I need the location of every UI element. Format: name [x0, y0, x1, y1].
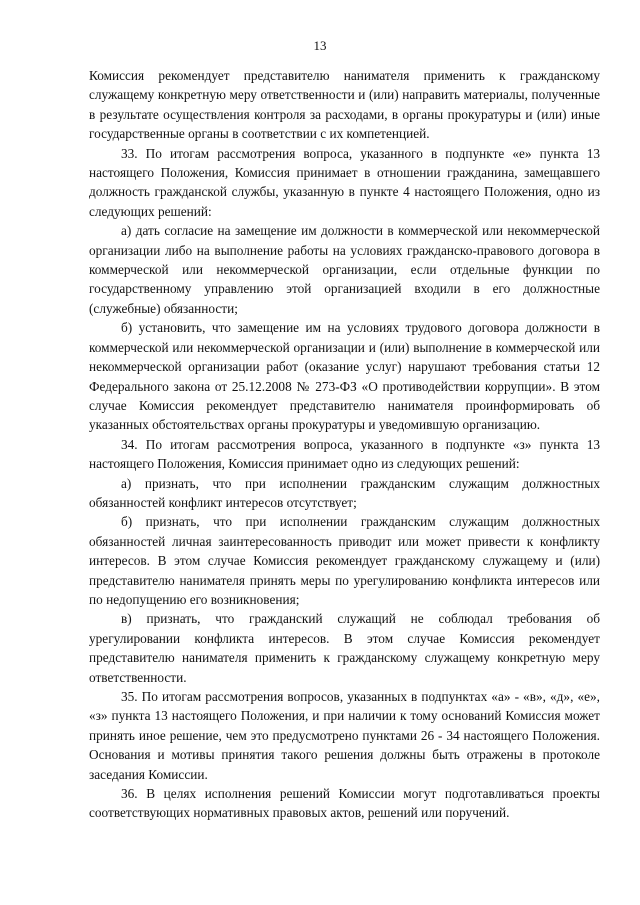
page-number: 13 — [313, 38, 327, 53]
paragraph-33: 33. По итогам рассмотрения вопроса, указанного в подпункте «е» пункта 13 настоящего Положения, Комиссия принимает в отношении гражданина, замещавшего должность гражданской службы, указанную в пункте 4 настоящего Положения, одно из следующих решений: — [89, 145, 600, 219]
paragraph-continuation: Комиссия рекомендует представителю нанимателя применить к гражданскому служащему конкретную меру ответственности и (или) направить материалы, полученные в результате осуществления контроля за расходами, в органы прокуратуры и (или) иные государственные органы в соответствии с их компетенцией. — [89, 68, 600, 142]
paragraph-34: 34. По итогам рассмотрения вопроса, указанного в подпункте «з» пункта 13 настоящего Положения, Комиссия принимает одно из следующих решений: — [89, 436, 600, 472]
document-body — [89, 66, 600, 823]
paragraph-34-b: б) признать, что при исполнении гражданским служащим должностных обязанностей личная заинтересованность приводит или может привести к конфликту интересов. В этом случае Комиссия рекомендует гражданскому служащему и (или) представителю нанимателя принять меры по урегулированию конфликта интересов или по недопущению его возникновения; — [89, 514, 600, 607]
paragraph-34-a: а) признать, что при исполнении гражданским служащим должностных обязанностей конфликт интересов отсутствует; — [89, 475, 600, 510]
paragraph-34-v: в) признать, что гражданский служащий не соблюдал требования об урегулировании конфликта интересов. В этом случае Комиссия рекомендует представителю нанимателя применить к гражданскому служащему конкретную меру ответственности. — [89, 611, 600, 685]
paragraph-33-b: б) установить, что замещение им на условиях трудового договора должности в коммерческой или некоммерческой организации и (или) выполнение в коммерческой или некоммерческой организации работ (оказание услуг) нарушают требования статьи 12 Федерального закона от 25.12.2008 № 273-ФЗ «О противодействии коррупции». В этом случае Комиссия рекомендует представителю нанимателя проинформировать об указанных обстоятельствах органы прокуратуры и уведомившую организацию. — [89, 320, 600, 433]
paragraph-33-a: а) дать согласие на замещение им должности в коммерческой или некоммерческой организации либо на выполнение работы на условиях гражданско-правового договора в коммерческой или некоммерческой организации, если отдельные функции по государственному управлению этой организацией входили в его должностные (служебные) обязанности; — [89, 223, 600, 316]
paragraph-36: 36. В целях исполнения решений Комиссии могут подготавливаться проекты соответствующих нормативных правовых актов, решений или поручений. — [89, 786, 600, 821]
paragraph-35: 35. По итогам рассмотрения вопросов, указанных в подпунктах «а» - «в», «д», «е», «з» пункта 13 настоящего Положения, и при наличии к тому оснований Комиссия может принять иное решение, чем это предусмотрено пунктами 26 - 34 настоящего Положения. Основания и мотивы принятия такого решения должны быть отражены в протоколе заседания Комиссии. — [89, 689, 600, 782]
